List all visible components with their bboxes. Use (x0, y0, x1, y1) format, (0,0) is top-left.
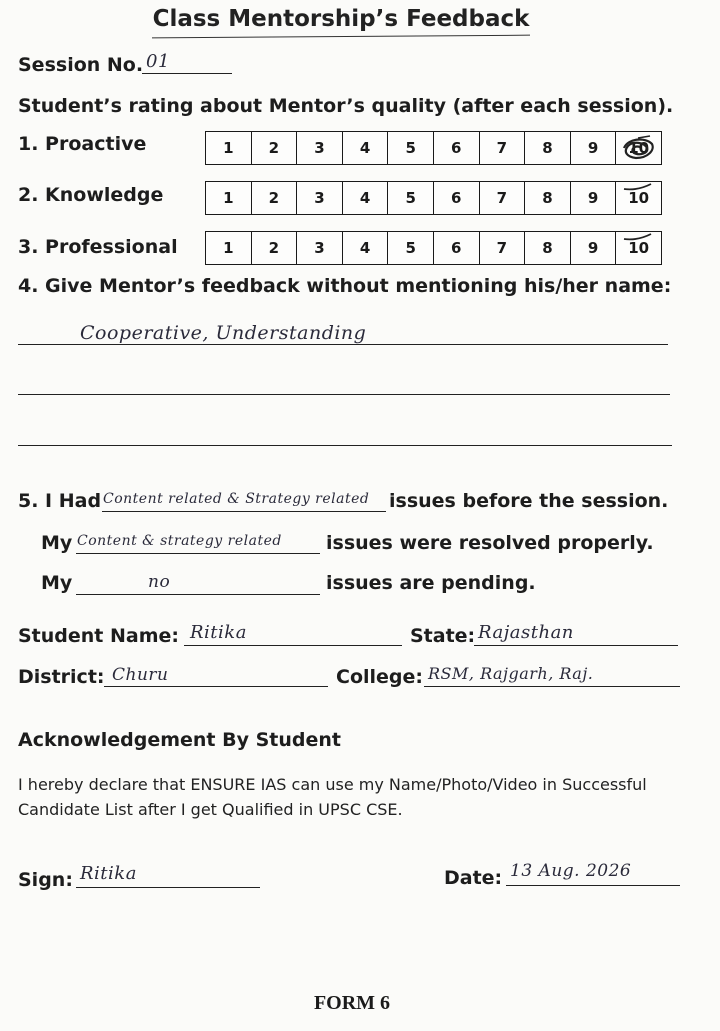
issues-line3-underline (76, 594, 320, 595)
signature-value[interactable]: Ritika (80, 863, 137, 884)
rating-cell[interactable]: 1 (206, 182, 252, 214)
scribble-mark-icon (620, 134, 656, 162)
form-number: FORM 6 (313, 992, 391, 1014)
rating-cell[interactable]: 1 (206, 132, 252, 164)
student-name-underline (184, 645, 402, 646)
issues-line2-suffix: issues were resolved properly. (326, 532, 654, 554)
rating-cell-value: 10 (628, 239, 650, 257)
sign-underline (76, 887, 260, 888)
rating-label-knowledge: 2. Knowledge (18, 184, 164, 206)
rating-scale-proactive (205, 131, 662, 165)
form-title: Class Mentorship’s Feedback (152, 6, 530, 32)
issues-line3-value[interactable]: no (148, 572, 171, 592)
rating-cell[interactable]: 4 (343, 132, 389, 164)
rating-cell[interactable]: 7 (480, 182, 526, 214)
rating-label-professional: 3. Professional (18, 236, 178, 258)
session-label: Session No. (18, 54, 144, 76)
rating-cell-selected[interactable] (616, 132, 661, 164)
student-name-value[interactable]: Ritika (190, 622, 247, 643)
acknowledgement-heading: Acknowledgement By Student (18, 729, 341, 751)
issues-line1-prefix: 5. I Had (18, 490, 102, 512)
rating-cell[interactable]: 2 (252, 232, 298, 264)
issues-line1-suffix: issues before the session. (389, 490, 669, 512)
session-value[interactable]: 01 (146, 51, 170, 72)
issues-line2-underline (76, 553, 320, 554)
rating-cell[interactable]: 9 (571, 132, 617, 164)
session-line (142, 73, 232, 74)
rating-scale-professional (205, 231, 662, 265)
rating-cell[interactable]: 3 (297, 232, 343, 264)
college-label: College: (336, 666, 423, 688)
rating-cell[interactable]: 6 (434, 132, 480, 164)
rating-cell-selected[interactable] (616, 182, 661, 214)
rating-cell[interactable]: 9 (571, 232, 617, 264)
rating-cell[interactable]: 8 (525, 132, 571, 164)
college-value[interactable]: RSM, Rajgarh, Raj. (428, 664, 594, 683)
district-underline (104, 686, 328, 687)
rating-cell[interactable]: 3 (297, 182, 343, 214)
rating-scale-knowledge (205, 181, 662, 215)
student-name-label: Student Name: (18, 625, 180, 647)
rating-cell[interactable]: 4 (343, 182, 389, 214)
rating-cell[interactable]: 5 (388, 132, 434, 164)
feedback-line-2 (18, 394, 670, 395)
rating-cell[interactable]: 8 (525, 182, 571, 214)
rating-cell-value: 10 (628, 139, 650, 157)
state-value[interactable]: Rajasthan (478, 622, 574, 643)
acknowledgement-text-line2: Candidate List after I get Qualified in UPSC CSE. (18, 800, 403, 819)
date-label: Date: (444, 867, 503, 889)
rating-cell[interactable]: 8 (525, 232, 571, 264)
feedback-line-3 (18, 445, 672, 446)
rating-cell[interactable]: 4 (343, 232, 389, 264)
rating-cell[interactable]: 6 (434, 182, 480, 214)
state-underline (474, 645, 678, 646)
rating-cell[interactable]: 2 (252, 182, 298, 214)
acknowledgement-text-line1: I hereby declare that ENSURE IAS can use my Name/Photo/Video in Successful (18, 775, 647, 794)
rating-cell[interactable]: 9 (571, 182, 617, 214)
rating-cell[interactable]: 6 (434, 232, 480, 264)
district-value[interactable]: Churu (112, 665, 169, 685)
date-value[interactable]: 13 Aug. 2026 (510, 861, 632, 881)
issues-line1-underline (102, 511, 386, 512)
rating-cell-value: 10 (628, 189, 650, 207)
rating-label-proactive: 1. Proactive (18, 133, 147, 155)
issues-line1-value[interactable]: Content related & Strategy related (103, 491, 370, 507)
rating-cell[interactable]: 3 (297, 132, 343, 164)
rating-cell[interactable]: 7 (480, 132, 526, 164)
district-label: District: (18, 666, 105, 688)
rating-cell[interactable]: 5 (388, 232, 434, 264)
feedback-prompt: 4. Give Mentor’s feedback without mentioning his/her name: (18, 275, 672, 297)
issues-line2-value[interactable]: Content & strategy related (77, 533, 282, 549)
issues-line3-suffix: issues are pending. (326, 572, 536, 594)
issues-line3-prefix: My (41, 572, 73, 594)
rating-cell[interactable]: 7 (480, 232, 526, 264)
rating-cell-selected[interactable] (616, 232, 661, 264)
college-underline (424, 686, 680, 687)
issues-line2-prefix: My (41, 532, 73, 554)
date-underline (506, 885, 680, 886)
rating-cell[interactable]: 1 (206, 232, 252, 264)
rating-cell[interactable]: 2 (252, 132, 298, 164)
rating-cell[interactable]: 5 (388, 182, 434, 214)
tick-mark-icon (623, 183, 653, 191)
title-underline (152, 35, 530, 39)
tick-mark-icon (623, 233, 653, 241)
sign-label: Sign: (18, 869, 73, 891)
feedback-answer[interactable]: Cooperative, Understanding (80, 322, 367, 344)
rating-intro: Student’s rating about Mentor’s quality (after each session). (18, 95, 674, 117)
state-label: State: (410, 625, 476, 647)
feedback-line-1 (18, 344, 668, 345)
